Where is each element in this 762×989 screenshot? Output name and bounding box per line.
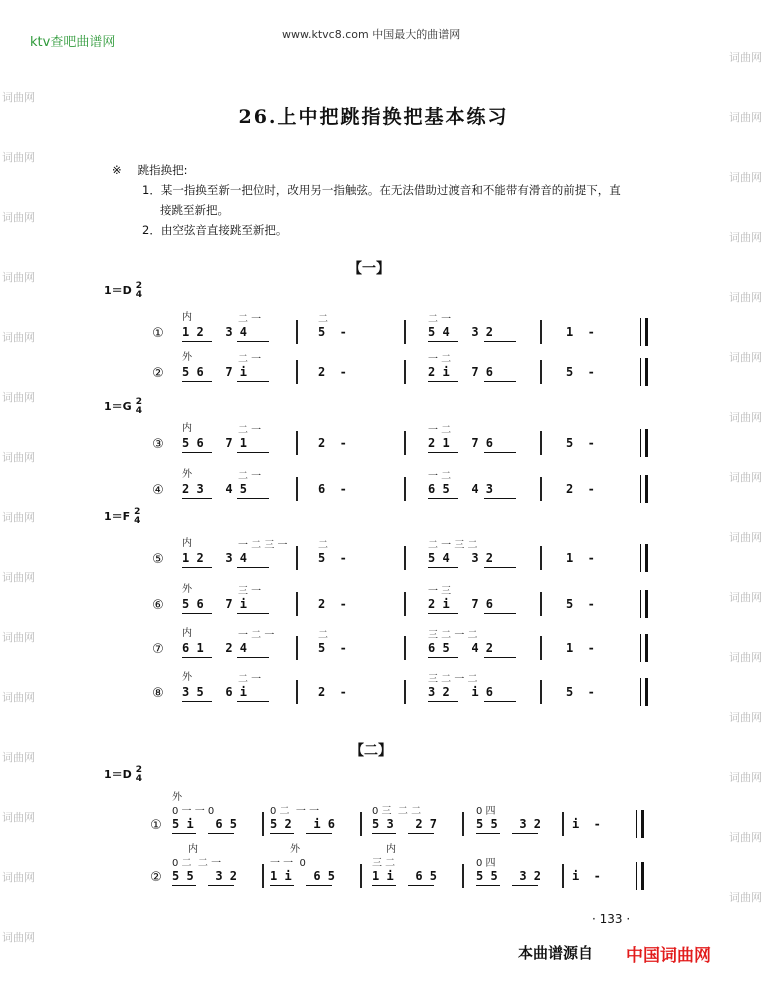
- position-marker: 外: [182, 469, 192, 480]
- time-signature: 2 4: [134, 507, 141, 526]
- fingering-marks: 0 三 二 二: [372, 806, 422, 817]
- measure-notes: 5 6 7 i: [182, 365, 248, 379]
- beam-line: [182, 452, 212, 453]
- final-bar-thin: [640, 678, 641, 706]
- bar-line: [296, 477, 298, 501]
- beam-line: [182, 381, 212, 382]
- note-item-2: 2．由空弦音直接跳至新把。: [142, 223, 288, 237]
- final-bar-thick: [645, 475, 648, 503]
- key-signature: 1＝D 2 4: [104, 765, 143, 784]
- measure-notes: 5 -: [566, 365, 595, 379]
- bar-line: [296, 680, 298, 704]
- bar-line: [360, 812, 362, 836]
- row-number: ②: [150, 870, 162, 885]
- fingering-marks: 二 一: [238, 425, 262, 436]
- key-signature: 1＝F 2 4: [104, 507, 141, 526]
- beam-line: [208, 833, 234, 834]
- note-item-1-cont: 接跳至新把。: [160, 203, 229, 217]
- measure-notes: 6 5 4 3: [428, 482, 494, 496]
- key-signature: 1＝D 2 4: [104, 281, 143, 300]
- source-label: 本曲谱源自: [518, 944, 594, 962]
- fingering-marks: 二 一 三 二: [428, 540, 478, 551]
- beam-line: [237, 498, 269, 499]
- final-bar-thick: [645, 590, 648, 618]
- measure-notes: 5 6 7 i: [182, 597, 248, 611]
- beam-line: [208, 885, 234, 886]
- position-marker: 内: [188, 844, 198, 855]
- fingering-marks: 二 一: [238, 354, 262, 365]
- fingering-marks: 一 一 0: [270, 858, 306, 869]
- source-site-link[interactable]: 中国词曲网: [626, 946, 711, 966]
- beam-line: [484, 381, 516, 382]
- fingering-marks: 0 二 一 一: [270, 806, 320, 817]
- beam-line: [484, 341, 516, 342]
- side-watermark-right: 词曲网: [729, 831, 762, 844]
- bar-line: [262, 812, 264, 836]
- beam-line: [182, 657, 212, 658]
- final-bar-thick: [645, 544, 648, 572]
- side-watermark-right: 词曲网: [729, 351, 762, 364]
- measure-notes: 6 1 2 4: [182, 641, 248, 655]
- beam-line: [182, 613, 212, 614]
- beam-line: [172, 885, 196, 886]
- measure-notes: 2 -: [318, 685, 347, 699]
- side-watermark-left: 词曲网: [2, 571, 35, 584]
- measure-notes: 2 -: [318, 365, 347, 379]
- beam-line: [172, 833, 196, 834]
- final-bar-thick: [645, 429, 648, 457]
- beam-line: [306, 833, 332, 834]
- beam-line: [237, 613, 269, 614]
- fingering-marks: 一 二: [428, 471, 452, 482]
- bar-line: [262, 864, 264, 888]
- side-watermark-right: 词曲网: [729, 111, 762, 124]
- side-watermark-left: 词曲网: [2, 871, 35, 884]
- watermark-top-center: www.ktvc8.com 中国最大的曲谱网: [282, 28, 461, 41]
- beam-line: [408, 885, 434, 886]
- measure-notes: 5 3 2 7: [372, 817, 438, 831]
- beam-line: [428, 657, 458, 658]
- side-watermark-right: 词曲网: [729, 771, 762, 784]
- measure-notes: 2 i 7 6: [428, 365, 494, 379]
- measure-notes: 5 4 3 2: [428, 551, 494, 565]
- row-number: ①: [150, 818, 162, 833]
- side-watermark-right: 词曲网: [729, 891, 762, 904]
- side-watermark-right: 词曲网: [729, 591, 762, 604]
- beam-line: [182, 701, 212, 702]
- beam-line: [182, 341, 212, 342]
- fingering-marks: 0 四: [476, 806, 496, 817]
- position-marker: 内: [182, 312, 192, 323]
- measure-notes: 1 i 6 5: [372, 869, 438, 883]
- measure-notes: 5 -: [318, 325, 347, 339]
- page-number: · 133 ·: [592, 912, 631, 926]
- beam-line: [237, 381, 269, 382]
- beam-line: [372, 833, 396, 834]
- bar-line: [404, 546, 406, 570]
- measure-notes: 5 -: [318, 551, 347, 565]
- beam-line: [512, 885, 538, 886]
- beam-line: [428, 498, 458, 499]
- time-signature: 2 4: [135, 765, 143, 784]
- side-watermark-left: 词曲网: [2, 91, 35, 104]
- final-bar-thin: [640, 544, 641, 572]
- measure-notes: 2 i 7 6: [428, 597, 494, 611]
- measure-notes: i -: [572, 869, 601, 883]
- side-watermark-left: 词曲网: [2, 691, 35, 704]
- bar-line: [540, 431, 542, 455]
- fingering-marks: 0 二 二 一: [172, 858, 222, 869]
- beam-line: [306, 885, 332, 886]
- side-watermark-left: 词曲网: [2, 211, 35, 224]
- bar-line: [296, 636, 298, 660]
- bar-line: [296, 592, 298, 616]
- section-heading-2: 【二】: [350, 743, 392, 759]
- side-watermark-left: 词曲网: [2, 151, 35, 164]
- measure-notes: 6 -: [318, 482, 347, 496]
- fingering-marks: 三 二 一 二: [428, 674, 478, 685]
- time-signature: 2 4: [135, 397, 142, 416]
- bar-line: [360, 864, 362, 888]
- beam-line: [512, 833, 538, 834]
- bar-line: [462, 864, 464, 888]
- bar-line: [404, 636, 406, 660]
- row-number: ⑤: [152, 552, 164, 567]
- side-watermark-right: 词曲网: [729, 471, 762, 484]
- side-watermark-left: 词曲网: [2, 391, 35, 404]
- measure-notes: 5 -: [318, 641, 347, 655]
- side-watermark-right: 词曲网: [729, 291, 762, 304]
- bar-line: [404, 320, 406, 344]
- note-marker: ※: [112, 163, 122, 177]
- final-bar-thin: [640, 318, 641, 346]
- fingering-marks: 二 一: [238, 314, 262, 325]
- measure-notes: 1 -: [566, 325, 595, 339]
- side-watermark-right: 词曲网: [729, 711, 762, 724]
- beam-line: [484, 701, 516, 702]
- time-signature: 2 4: [135, 281, 143, 300]
- final-bar-thin: [636, 810, 637, 838]
- side-watermark-right: 词曲网: [729, 651, 762, 664]
- bar-line: [296, 320, 298, 344]
- measure-notes: 2 3 4 5: [182, 482, 248, 496]
- position-marker: 外: [172, 792, 182, 803]
- measure-notes: 6 5 4 2: [428, 641, 494, 655]
- side-watermark-right: 词曲网: [729, 171, 762, 184]
- measure-notes: 2 -: [318, 597, 347, 611]
- beam-line: [270, 885, 294, 886]
- row-number: ②: [152, 366, 164, 381]
- beam-line: [428, 341, 458, 342]
- bar-line: [540, 320, 542, 344]
- measure-notes: 2 -: [318, 436, 347, 450]
- fingering-marks: 二 一: [428, 314, 452, 325]
- side-watermark-right: 词曲网: [729, 231, 762, 244]
- measure-notes: 5 -: [566, 685, 595, 699]
- final-bar-thick: [645, 678, 648, 706]
- fingering-marks: 二 一: [238, 674, 262, 685]
- side-watermark-left: 词曲网: [2, 331, 35, 344]
- fingering-marks: 0 四: [476, 858, 496, 869]
- fingering-marks: 0 一 一 0: [172, 806, 215, 817]
- fingering-marks: 一 二 三 一: [238, 540, 288, 551]
- beam-line: [182, 567, 212, 568]
- beam-line: [428, 613, 458, 614]
- fingering-marks: 三 二: [372, 858, 396, 869]
- measure-notes: 1 2 3 4: [182, 551, 248, 565]
- measure-notes: 5 2 i 6: [270, 817, 336, 831]
- beam-line: [484, 613, 516, 614]
- measure-notes: 5 6 7 1: [182, 436, 248, 450]
- measure-notes: i -: [572, 817, 601, 831]
- position-marker: 内: [386, 844, 396, 855]
- fingering-marks: 三 一: [238, 586, 262, 597]
- position-marker: 内: [182, 628, 192, 639]
- beam-line: [237, 701, 269, 702]
- beam-line: [428, 701, 458, 702]
- measure-notes: 1 2 3 4: [182, 325, 248, 339]
- beam-line: [476, 885, 500, 886]
- measure-notes: 3 5 6 i: [182, 685, 248, 699]
- bar-line: [404, 592, 406, 616]
- fingering-marks: 二 一: [238, 471, 262, 482]
- bar-line: [540, 546, 542, 570]
- position-marker: 外: [290, 844, 300, 855]
- bar-line: [404, 431, 406, 455]
- bar-line: [540, 636, 542, 660]
- side-watermark-left: 词曲网: [2, 511, 35, 524]
- final-bar-thin: [640, 475, 641, 503]
- beam-line: [484, 498, 516, 499]
- beam-line: [270, 833, 294, 834]
- beam-line: [237, 657, 269, 658]
- beam-line: [372, 885, 396, 886]
- side-watermark-left: 词曲网: [2, 751, 35, 764]
- measure-notes: 5 5 3 2: [172, 869, 238, 883]
- fingering-marks: 一 三: [428, 586, 452, 597]
- measure-notes: 1 -: [566, 551, 595, 565]
- measure-notes: 5 5 3 2: [476, 817, 542, 831]
- beam-line: [428, 567, 458, 568]
- final-bar-thin: [640, 429, 641, 457]
- bar-line: [562, 864, 564, 888]
- measure-notes: 1 -: [566, 641, 595, 655]
- beam-line: [237, 452, 269, 453]
- final-bar-thin: [640, 634, 641, 662]
- measure-notes: 5 4 3 2: [428, 325, 494, 339]
- side-watermark-left: 词曲网: [2, 631, 35, 644]
- watermark-top-left: ktv查吧曲谱网: [30, 35, 116, 50]
- row-number: ⑧: [152, 686, 164, 701]
- position-marker: 外: [182, 672, 192, 683]
- bar-line: [562, 812, 564, 836]
- measure-notes: 5 5 3 2: [476, 869, 542, 883]
- beam-line: [182, 498, 212, 499]
- final-bar-thick: [645, 318, 648, 346]
- bar-line: [404, 360, 406, 384]
- fingering-marks: 二: [318, 540, 328, 551]
- measure-notes: 3 2 i 6: [428, 685, 494, 699]
- bar-line: [540, 592, 542, 616]
- section-heading-1: 【一】: [348, 261, 390, 277]
- beam-line: [476, 833, 500, 834]
- fingering-marks: 一 二: [428, 354, 452, 365]
- bar-line: [296, 360, 298, 384]
- bar-line: [540, 360, 542, 384]
- final-bar-thick: [645, 358, 648, 386]
- position-marker: 外: [182, 352, 192, 363]
- final-bar-thin: [640, 358, 641, 386]
- notes-block: [112, 160, 621, 240]
- beam-line: [484, 567, 516, 568]
- measure-notes: 2 1 7 6: [428, 436, 494, 450]
- measure-notes: 5 -: [566, 436, 595, 450]
- side-watermark-right: 词曲网: [729, 411, 762, 424]
- bar-line: [462, 812, 464, 836]
- page-title: 26.上中把跳指换把基本练习: [238, 106, 509, 128]
- final-bar-thin: [636, 862, 637, 890]
- row-number: ⑦: [152, 642, 164, 657]
- side-watermark-right: 词曲网: [729, 51, 762, 64]
- measure-notes: 1 i 6 5: [270, 869, 336, 883]
- beam-line: [484, 452, 516, 453]
- side-watermark-left: 词曲网: [2, 811, 35, 824]
- beam-line: [484, 657, 516, 658]
- bar-line: [296, 546, 298, 570]
- position-marker: 外: [182, 584, 192, 595]
- side-watermark-left: 词曲网: [2, 271, 35, 284]
- row-number: ⑥: [152, 598, 164, 613]
- final-bar-thick: [641, 862, 644, 890]
- beam-line: [237, 567, 269, 568]
- side-watermark-left: 词曲网: [2, 451, 35, 464]
- note-heading: 跳指换把:: [137, 163, 188, 177]
- position-marker: 内: [182, 538, 192, 549]
- row-number: ④: [152, 483, 164, 498]
- row-number: ③: [152, 437, 164, 452]
- bar-line: [404, 680, 406, 704]
- side-watermark-right: 词曲网: [729, 531, 762, 544]
- side-watermark-left: 词曲网: [2, 931, 35, 944]
- beam-line: [428, 452, 458, 453]
- beam-line: [428, 381, 458, 382]
- note-item-1: 1．某一指换至新一把位时，改用另一指触弦。在无法借助过渡音和不能带有滑音的前提下，直: [142, 183, 621, 197]
- bar-line: [540, 477, 542, 501]
- final-bar-thin: [640, 590, 641, 618]
- bar-line: [296, 431, 298, 455]
- fingering-marks: 一 二 一: [238, 630, 275, 641]
- bar-line: [404, 477, 406, 501]
- position-marker: 内: [182, 423, 192, 434]
- beam-line: [408, 833, 434, 834]
- key-signature: 1＝G 2 4: [104, 397, 142, 416]
- measure-notes: 5 i 6 5: [172, 817, 238, 831]
- final-bar-thick: [645, 634, 648, 662]
- fingering-marks: 二: [318, 630, 328, 641]
- final-bar-thick: [641, 810, 644, 838]
- measure-notes: 2 -: [566, 482, 595, 496]
- fingering-marks: 二: [318, 314, 328, 325]
- measure-notes: 5 -: [566, 597, 595, 611]
- bar-line: [540, 680, 542, 704]
- fingering-marks: 三 二 一 二: [428, 630, 478, 641]
- beam-line: [237, 341, 269, 342]
- fingering-marks: 一 二: [428, 425, 452, 436]
- row-number: ①: [152, 326, 164, 341]
